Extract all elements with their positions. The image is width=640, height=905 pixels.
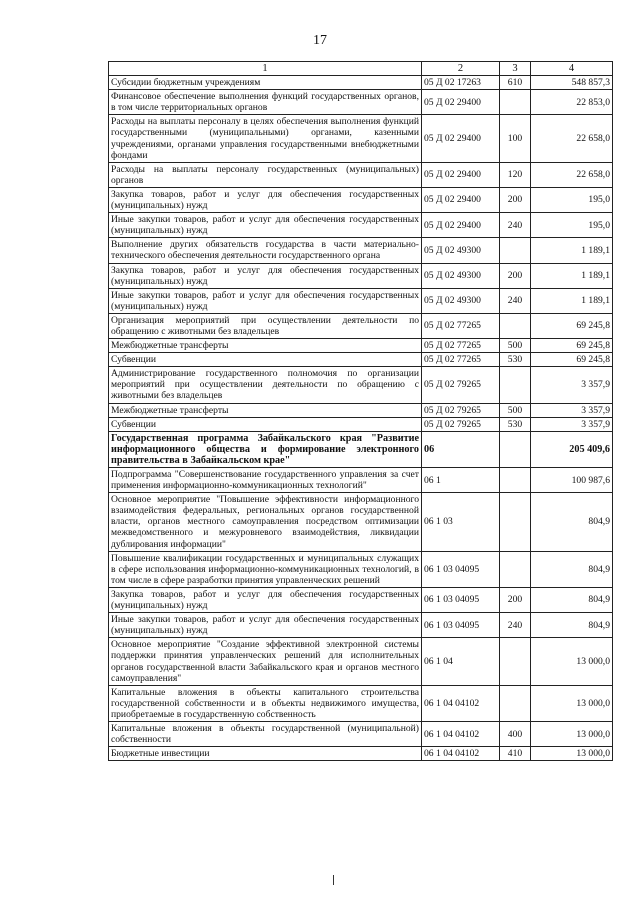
row-name-cell: Иные закупки товаров, работ и услуг для обеспечения государственных (муниципальных) нужд [109, 288, 422, 313]
row-amount-cell: 1 189,1 [531, 238, 613, 263]
row-name-cell: Основное мероприятие "Создание эффективной электронной системы поддержки принятия управленческих решений для исполнительных органов государственной власти Забайкальского края и органов местного самоуправления" [109, 638, 422, 685]
table-row [109, 403, 613, 417]
row-name-cell: Государственная программа Забайкальского края "Развитие информационного общества и формирование электронного правительства в Забайкальском крае" [109, 431, 422, 467]
row-type-cell [500, 468, 531, 493]
row-amount-cell: 69 245,8 [531, 353, 613, 367]
row-name-cell: Субвенции [109, 353, 422, 367]
row-type-cell: 240 [500, 288, 531, 313]
row-type-cell: 120 [500, 162, 531, 187]
row-amount-cell: 804,9 [531, 551, 613, 587]
row-name-cell: Закупка товаров, работ и услуг для обеспечения государственных (муниципальных) нужд [109, 587, 422, 612]
row-type-cell: 610 [500, 76, 531, 90]
budget-table [108, 61, 613, 761]
row-code-cell: 05 Д 02 79265 [422, 417, 500, 431]
row-name-cell: Иные закупки товаров, работ и услуг для обеспечения государственных (муниципальных) нужд [109, 613, 422, 638]
header-col-1: 1 [109, 62, 422, 76]
table-row [109, 551, 613, 587]
row-code-cell: 05 Д 02 49300 [422, 263, 500, 288]
row-amount-cell: 804,9 [531, 493, 613, 551]
row-name-cell: Выполнение других обязательств государства в части материально-технического обеспечения деятельности государственного органа [109, 238, 422, 263]
row-code-cell: 06 1 04 04102 [422, 721, 500, 746]
row-amount-cell: 69 245,8 [531, 313, 613, 338]
row-amount-cell: 548 857,3 [531, 76, 613, 90]
row-type-cell: 240 [500, 613, 531, 638]
row-code-cell: 05 Д 02 49300 [422, 238, 500, 263]
row-code-cell: 06 1 03 04095 [422, 551, 500, 587]
table-row [109, 367, 613, 403]
row-type-cell [500, 431, 531, 467]
row-amount-cell: 3 357,9 [531, 417, 613, 431]
row-name-cell: Иные закупки товаров, работ и услуг для обеспечения государственных (муниципальных) нужд [109, 213, 422, 238]
row-amount-cell: 13 000,0 [531, 721, 613, 746]
table-row [109, 90, 613, 115]
table-row [109, 747, 613, 761]
row-amount-cell: 22 658,0 [531, 115, 613, 162]
row-name-cell: Капитальные вложения в объекты государственной (муниципальной) собственности [109, 721, 422, 746]
row-code-cell: 05 Д 02 77265 [422, 313, 500, 338]
row-amount-cell: 3 357,9 [531, 403, 613, 417]
table-row [109, 493, 613, 551]
table-row [109, 685, 613, 721]
table-row [109, 417, 613, 431]
row-name-cell: Капитальные вложения в объекты капитального строительства государственной собственности и в объекты недвижимого имущества, приобретаемые в государственную собственность [109, 685, 422, 721]
row-code-cell: 05 Д 02 29400 [422, 213, 500, 238]
row-amount-cell: 13 000,0 [531, 747, 613, 761]
table-row [109, 76, 613, 90]
row-code-cell: 06 [422, 431, 500, 467]
row-type-cell: 530 [500, 353, 531, 367]
row-type-cell [500, 685, 531, 721]
table-row [109, 721, 613, 746]
table-row [109, 339, 613, 353]
row-code-cell: 05 Д 02 79265 [422, 403, 500, 417]
row-name-cell: Подпрограмма "Совершенствование государственного управления за счет применения информационно-коммуникационных технологий" [109, 468, 422, 493]
row-code-cell: 05 Д 02 29400 [422, 115, 500, 162]
header-col-2: 2 [422, 62, 500, 76]
table-row [109, 431, 613, 467]
row-type-cell: 400 [500, 721, 531, 746]
table-header-row [109, 62, 613, 76]
page-mark [333, 875, 334, 885]
table-row [109, 638, 613, 685]
row-type-cell: 200 [500, 263, 531, 288]
row-type-cell: 240 [500, 213, 531, 238]
row-type-cell [500, 493, 531, 551]
row-type-cell: 410 [500, 747, 531, 761]
row-code-cell: 05 Д 02 29400 [422, 162, 500, 187]
table-row [109, 613, 613, 638]
row-type-cell: 100 [500, 115, 531, 162]
table-row [109, 468, 613, 493]
row-type-cell [500, 90, 531, 115]
row-code-cell: 05 Д 02 17263 [422, 76, 500, 90]
row-amount-cell: 13 000,0 [531, 685, 613, 721]
row-name-cell: Расходы на выплаты персоналу в целях обеспечения выполнения функций государственными (муниципальными) органами, казенными учреждениями, органами управления государственными внебюджетными фондами [109, 115, 422, 162]
row-name-cell: Финансовое обеспечение выполнения функций государственных органов, в том числе территориальных органов [109, 90, 422, 115]
row-amount-cell: 804,9 [531, 587, 613, 612]
row-type-cell: 500 [500, 339, 531, 353]
row-name-cell: Администрирование государственного полномочия по организации мероприятий при осуществлении деятельности по обращению с животными без владельцев [109, 367, 422, 403]
row-amount-cell: 69 245,8 [531, 339, 613, 353]
row-name-cell: Расходы на выплаты персоналу государственных (муниципальных) органов [109, 162, 422, 187]
row-code-cell: 05 Д 02 79265 [422, 367, 500, 403]
table-row [109, 313, 613, 338]
page-number: 17 [313, 33, 327, 48]
row-code-cell: 06 1 04 04102 [422, 685, 500, 721]
row-amount-cell: 1 189,1 [531, 288, 613, 313]
header-col-3: 3 [500, 62, 531, 76]
table-row [109, 587, 613, 612]
row-code-cell: 05 Д 02 29400 [422, 187, 500, 212]
row-amount-cell: 195,0 [531, 187, 613, 212]
row-code-cell: 05 Д 02 29400 [422, 90, 500, 115]
row-name-cell: Межбюджетные трансферты [109, 339, 422, 353]
row-code-cell: 05 Д 02 77265 [422, 339, 500, 353]
row-code-cell: 06 1 [422, 468, 500, 493]
row-amount-cell: 1 189,1 [531, 263, 613, 288]
table-row [109, 187, 613, 212]
row-code-cell: 05 Д 02 77265 [422, 353, 500, 367]
row-type-cell [500, 367, 531, 403]
row-type-cell: 200 [500, 187, 531, 212]
header-col-4: 4 [531, 62, 613, 76]
row-amount-cell: 804,9 [531, 613, 613, 638]
table-row [109, 115, 613, 162]
row-type-cell [500, 551, 531, 587]
row-name-cell: Закупка товаров, работ и услуг для обеспечения государственных (муниципальных) нужд [109, 187, 422, 212]
table-row [109, 162, 613, 187]
row-name-cell: Бюджетные инвестиции [109, 747, 422, 761]
row-type-cell [500, 313, 531, 338]
row-amount-cell: 205 409,6 [531, 431, 613, 467]
row-amount-cell: 3 357,9 [531, 367, 613, 403]
row-amount-cell: 13 000,0 [531, 638, 613, 685]
row-amount-cell: 100 987,6 [531, 468, 613, 493]
table-row [109, 288, 613, 313]
row-type-cell [500, 238, 531, 263]
row-name-cell: Межбюджетные трансферты [109, 403, 422, 417]
row-type-cell: 530 [500, 417, 531, 431]
row-type-cell [500, 638, 531, 685]
row-name-cell: Повышение квалификации государственных и муниципальных служащих в сфере использования информационно-коммуникационных технологий, в том числе в сфере разработки принятия управленческих решений [109, 551, 422, 587]
row-name-cell: Закупка товаров, работ и услуг для обеспечения государственных (муниципальных) нужд [109, 263, 422, 288]
row-name-cell: Организация мероприятий при осуществлении деятельности по обращению с животными без владельцев [109, 313, 422, 338]
row-amount-cell: 195,0 [531, 213, 613, 238]
row-code-cell: 06 1 03 [422, 493, 500, 551]
budget-table-body [109, 62, 613, 761]
table-row [109, 213, 613, 238]
row-name-cell: Субвенции [109, 417, 422, 431]
row-amount-cell: 22 853,0 [531, 90, 613, 115]
table-row [109, 353, 613, 367]
row-type-cell: 200 [500, 587, 531, 612]
row-code-cell: 06 1 03 04095 [422, 587, 500, 612]
row-code-cell: 06 1 04 04102 [422, 747, 500, 761]
table-row [109, 263, 613, 288]
table-row [109, 238, 613, 263]
row-type-cell: 500 [500, 403, 531, 417]
row-amount-cell: 22 658,0 [531, 162, 613, 187]
row-code-cell: 05 Д 02 49300 [422, 288, 500, 313]
row-name-cell: Основное мероприятие "Повышение эффективности информационного взаимодействия федеральных, региональных органов государственной власти, органов местного самоуправления посредством оптимизации межведомственного и межуровневого взаимодействия, ликвидации дублирования информации" [109, 493, 422, 551]
row-code-cell: 06 1 04 [422, 638, 500, 685]
row-code-cell: 06 1 03 04095 [422, 613, 500, 638]
row-name-cell: Субсидии бюджетным учреждениям [109, 76, 422, 90]
